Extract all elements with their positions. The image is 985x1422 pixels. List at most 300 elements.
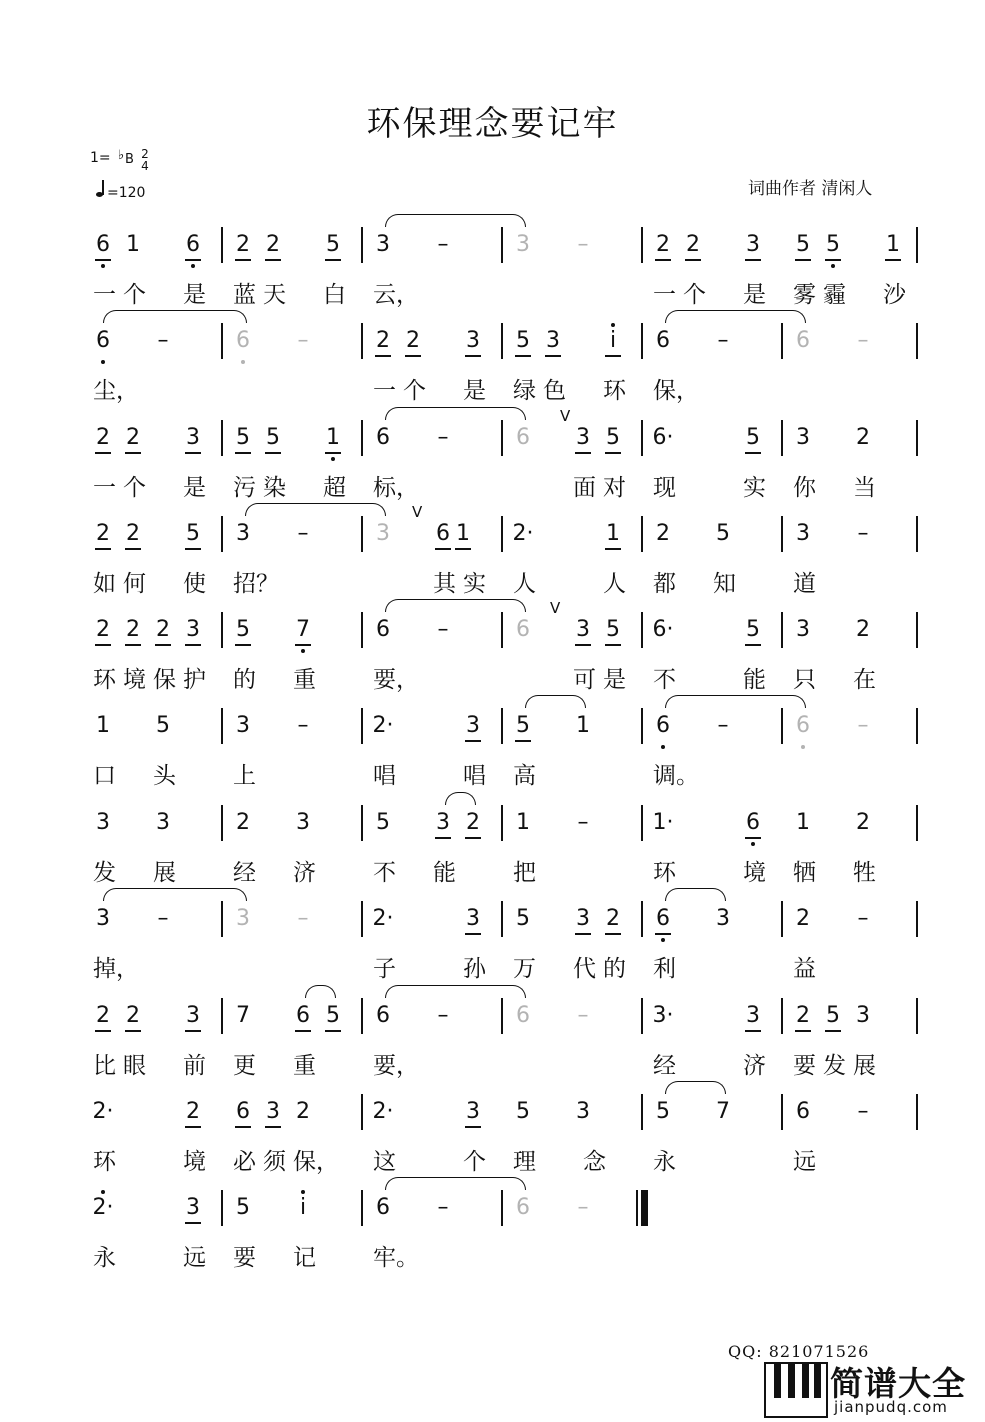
note: 2 [296, 1099, 310, 1124]
note: 2 [92, 617, 114, 643]
barline [916, 708, 918, 744]
lyric-char: 的 [603, 956, 626, 982]
barline [641, 612, 643, 648]
note: – [577, 810, 589, 835]
lyric-char: 保 [153, 667, 176, 693]
score-row [0, 1003, 985, 1103]
lyric-char: 是 [183, 475, 206, 501]
lyric-char: 把 [513, 860, 536, 886]
barline [641, 901, 643, 937]
barline [641, 227, 643, 263]
lyric-char: 唱 [373, 763, 396, 789]
note: 2 [792, 1003, 814, 1029]
tie-arc [525, 695, 586, 708]
note: 3 [462, 713, 484, 739]
lyric-char: 口 [93, 763, 116, 789]
note: 2 [656, 521, 670, 546]
barline [361, 227, 363, 263]
barline [221, 323, 223, 359]
lyric-char: 在 [853, 667, 876, 693]
note: 3 [182, 617, 204, 643]
lyric-char: 你 [793, 475, 816, 501]
note: i [602, 328, 624, 354]
barline [916, 901, 918, 937]
lyric-char: 境 [123, 667, 146, 693]
lyric-char: 唱 [463, 763, 486, 789]
note: 2· [92, 1195, 114, 1220]
barline [916, 998, 918, 1034]
lyric-char: 知 [713, 571, 736, 597]
note: 3 [156, 810, 170, 835]
note: 3 [462, 1099, 484, 1125]
note: 3 [296, 810, 310, 835]
note: 3 [182, 425, 204, 451]
note: 5 [742, 425, 764, 451]
lyric-char: 个 [123, 475, 146, 501]
note: 6 [376, 425, 390, 450]
site-logo [764, 1358, 984, 1418]
note: 3 [742, 1003, 764, 1029]
lyric-char: 保， [293, 1149, 339, 1175]
lyric-char: 永 [653, 1149, 676, 1175]
note: 3 [236, 521, 250, 546]
note: 3 [796, 521, 810, 546]
note: – [437, 425, 449, 450]
flat-icon: ♭ [118, 148, 125, 163]
barline [221, 420, 223, 456]
tie-arc [665, 310, 806, 323]
note: 1 [576, 713, 590, 738]
note: 3 [236, 906, 250, 931]
note: 3 [432, 810, 454, 836]
lyric-char: 发 [823, 1053, 846, 1079]
barline [501, 998, 503, 1034]
note: 2 [856, 617, 870, 642]
note: 6 [792, 713, 814, 739]
note: 6 [182, 232, 204, 258]
note: 5 [742, 617, 764, 643]
lyric-char: 是 [603, 667, 626, 693]
lyric-char: 高 [513, 763, 536, 789]
note: – [857, 328, 869, 353]
note: 5 [376, 810, 390, 835]
lyric-char: 经 [233, 860, 256, 886]
note: 6 [652, 906, 674, 932]
tie-arc [665, 888, 726, 901]
note: – [857, 906, 869, 931]
barline [501, 612, 503, 648]
note: 2 [262, 232, 284, 258]
note: – [297, 713, 309, 738]
note: 2 [92, 521, 114, 547]
lyric-char: 一 [373, 378, 396, 404]
note: 6 [292, 1003, 314, 1029]
tie-arc [385, 214, 526, 227]
lyric-char: 超 [323, 475, 346, 501]
lyric-char: 染 [263, 475, 286, 501]
note: – [717, 328, 729, 353]
lyric-char: 个 [463, 1149, 486, 1175]
lyric-char: 霾 [823, 282, 846, 308]
note: 5 [322, 232, 344, 258]
lyric-char: 理 [513, 1149, 536, 1175]
key-note: B [125, 152, 134, 167]
lyric-char: 污 [233, 475, 256, 501]
tie-arc [103, 888, 247, 901]
note: – [297, 328, 309, 353]
lyric-char: 永 [93, 1245, 116, 1271]
barline [781, 708, 783, 744]
lyric-char: 重 [293, 667, 316, 693]
note: 5 [602, 425, 624, 451]
key-prefix: 1= [90, 150, 111, 166]
lyric-char: 上 [233, 763, 256, 789]
quarter-note-icon [96, 192, 103, 197]
note: 3 [376, 232, 390, 257]
lyric-char: 境 [743, 860, 766, 886]
lyric-char: 人 [513, 571, 536, 597]
lyric-char: 环 [653, 860, 676, 886]
lyric-char: 展 [853, 1053, 876, 1079]
lyric-char: 展 [153, 860, 176, 886]
note: 2 [152, 617, 174, 643]
note: 5 [182, 521, 204, 547]
lyric-char: 当 [853, 475, 876, 501]
barline [501, 708, 503, 744]
lyric-char: 要 [793, 1053, 816, 1079]
note: – [577, 232, 589, 257]
lyric-char: 调。 [653, 763, 699, 789]
lyric-char: 环 [93, 667, 116, 693]
breath-mark-icon: V [560, 407, 571, 425]
lyric-char: 个 [683, 282, 706, 308]
final-barline [636, 1190, 638, 1226]
tie-arc [665, 1081, 726, 1094]
note: – [437, 1003, 449, 1028]
note: 3 [96, 906, 110, 931]
note: 2 [652, 232, 674, 258]
note: – [297, 906, 309, 931]
tie-arc [385, 407, 526, 420]
note: 3· [652, 1003, 674, 1028]
note: 6 [376, 617, 390, 642]
lyric-char: 远 [183, 1245, 206, 1271]
note: 6 [652, 713, 674, 739]
barline [361, 612, 363, 648]
note: 2 [856, 425, 870, 450]
note: – [437, 232, 449, 257]
score-row [0, 1195, 985, 1295]
lyric-char: 个 [403, 378, 426, 404]
note: 6 [92, 232, 114, 258]
note: 2 [92, 1003, 114, 1029]
lyric-char: 要， [373, 667, 419, 693]
barline [361, 1190, 363, 1226]
lyric-char: 现 [653, 475, 676, 501]
barline [501, 1190, 503, 1226]
note: 1 [322, 425, 344, 451]
lyric-char: 比 [93, 1053, 116, 1079]
note: 5 [236, 1195, 250, 1220]
lyric-char: 招？ [233, 571, 279, 597]
note: 3 [262, 1099, 284, 1125]
tempo-marking [96, 185, 145, 201]
lyric-char: 都 [653, 571, 676, 597]
barline [501, 901, 503, 937]
note: 6· [652, 425, 674, 450]
logo-text: 简谱大全 [830, 1364, 966, 1403]
note: 5 [516, 906, 530, 931]
key-signature [90, 147, 149, 173]
barline [361, 805, 363, 841]
note: 2 [122, 521, 144, 547]
lyric-char: 环 [93, 1149, 116, 1175]
note: – [717, 713, 729, 738]
score-row [0, 713, 985, 813]
lyric-char: 一 [93, 282, 116, 308]
lyric-char: 前 [183, 1053, 206, 1079]
lyric-char: 的 [233, 667, 256, 693]
note: 1 [602, 521, 624, 547]
note: 5 [822, 1003, 844, 1029]
barline [641, 805, 643, 841]
note: 6 [92, 328, 114, 354]
note: 3 [516, 232, 530, 257]
lyric-char: 能 [433, 860, 456, 886]
meter-bottom: 4 [141, 159, 149, 173]
note: 5 [512, 328, 534, 354]
note: 2 [122, 425, 144, 451]
barline [916, 420, 918, 456]
score-title: 环保理念要记牢 [366, 104, 619, 144]
tempo-value: =120 [107, 185, 146, 201]
note: 1 [882, 232, 904, 258]
note: 5 [822, 232, 844, 258]
lyric-char: 尘， [93, 378, 139, 404]
barline [361, 323, 363, 359]
lyric-char: 一 [653, 282, 676, 308]
note: – [577, 1003, 589, 1028]
barline [361, 708, 363, 744]
note: 3 [96, 810, 110, 835]
barline [361, 420, 363, 456]
note: 3 [182, 1195, 204, 1221]
note: 2· [512, 521, 534, 546]
note: 6 [796, 1099, 810, 1124]
lyric-char: 云， [373, 282, 419, 308]
logo-url: jianpudq.com [834, 1398, 948, 1416]
lyric-char: 掉， [93, 956, 139, 982]
note: – [437, 617, 449, 642]
note: 6 [376, 1195, 390, 1220]
note: 6 [516, 425, 530, 450]
note: 2 [92, 425, 114, 451]
note: 2 [602, 906, 624, 932]
barline [641, 1094, 643, 1130]
note: 2 [122, 1003, 144, 1029]
time-signature [140, 148, 150, 172]
note: 2 [402, 328, 424, 354]
lyric-char: 牺 [793, 860, 816, 886]
lyric-char: 不 [653, 667, 676, 693]
barline [781, 998, 783, 1034]
barline [361, 516, 363, 552]
note: 5 [262, 425, 284, 451]
lyric-char: 济 [743, 1053, 766, 1079]
lyric-char: 利 [653, 956, 676, 982]
barline [916, 227, 918, 263]
lyric-char: 眼 [123, 1053, 146, 1079]
lyric-char: 牲 [853, 860, 876, 886]
note: 3 [572, 617, 594, 643]
barline [221, 516, 223, 552]
note: 3 [182, 1003, 204, 1029]
lyric-char: 实 [463, 571, 486, 597]
lyric-char: 沙 [883, 282, 906, 308]
lyric-char: 护 [183, 667, 206, 693]
tie-arc [245, 503, 386, 516]
lyric-char: 头 [153, 763, 176, 789]
note: 5 [232, 425, 254, 451]
note: 3 [856, 1003, 870, 1028]
barline [221, 998, 223, 1034]
barline [221, 901, 223, 937]
note: 5 [792, 232, 814, 258]
lyric-char: 不 [373, 860, 396, 886]
tie-arc [103, 310, 247, 323]
note: 1 [96, 713, 110, 738]
lyric-char: 人 [603, 571, 626, 597]
note: 5 [716, 521, 730, 546]
note: – [437, 1195, 449, 1220]
note: 6 [742, 810, 764, 836]
lyric-char: 代 [573, 956, 596, 982]
barline [916, 323, 918, 359]
qq-number: QQ: 821071526 [728, 1342, 870, 1361]
barline [641, 998, 643, 1034]
barline [916, 1094, 918, 1130]
note: 2 [796, 906, 810, 931]
note: 2 [236, 810, 250, 835]
note: 5 [156, 713, 170, 738]
note: 6 [232, 328, 254, 354]
barline [641, 516, 643, 552]
note: 3 [796, 617, 810, 642]
note: 7 [716, 1099, 730, 1124]
lyric-char: 天 [263, 282, 286, 308]
lyric-char: 是 [743, 282, 766, 308]
note: 2· [372, 1099, 394, 1124]
lyric-char: 益 [793, 956, 816, 982]
note: 2· [92, 1099, 114, 1124]
note: 6 [796, 328, 810, 353]
note: 3 [796, 425, 810, 450]
note: 1· [652, 810, 674, 835]
barline [781, 420, 783, 456]
barline [501, 323, 503, 359]
lyric-char: 蓝 [233, 282, 256, 308]
lyric-char: 重 [293, 1053, 316, 1079]
note: 6 [232, 1099, 254, 1125]
note: 7 [236, 1003, 250, 1028]
note: 1 [126, 232, 140, 257]
barline [221, 612, 223, 648]
lyric-char: 要 [233, 1245, 256, 1271]
barline [916, 516, 918, 552]
note: – [157, 328, 169, 353]
barline [501, 516, 503, 552]
barline [501, 227, 503, 263]
note: 3 [572, 425, 594, 451]
lyric-char: 可 [573, 667, 596, 693]
lyric-char: 念 [583, 1149, 606, 1175]
note: 2 [462, 810, 484, 836]
lyric-char: 发 [93, 860, 116, 886]
lyric-char: 一 [93, 475, 116, 501]
note: 3 [462, 328, 484, 354]
lyric-char: 牢。 [373, 1245, 419, 1271]
lyric-char: 对 [603, 475, 626, 501]
note: 6 [516, 617, 530, 642]
note: 3 [236, 713, 250, 738]
barline [916, 612, 918, 648]
lyric-char: 须 [263, 1149, 286, 1175]
note: 6 [432, 521, 454, 547]
note: 5 [656, 1099, 670, 1124]
barline [781, 323, 783, 359]
lyric-char: 必 [233, 1149, 256, 1175]
note: 5 [232, 617, 254, 643]
note: 2· [372, 713, 394, 738]
note: 5 [602, 617, 624, 643]
note: 5 [322, 1003, 344, 1029]
lyric-char: 环 [603, 378, 626, 404]
note: – [157, 906, 169, 931]
barline [916, 805, 918, 841]
lyric-char: 只 [793, 667, 816, 693]
lyric-char: 孙 [463, 956, 486, 982]
lyric-char: 是 [463, 378, 486, 404]
score-row [0, 407, 985, 525]
lyric-char: 远 [793, 1149, 816, 1175]
meter-top: 2 [141, 147, 149, 161]
lyric-char: 经 [653, 1053, 676, 1079]
note: 2 [232, 232, 254, 258]
tie-arc [665, 695, 806, 708]
note: 2 [856, 810, 870, 835]
barline [221, 805, 223, 841]
barline [361, 998, 363, 1034]
lyric-char: 其 [433, 571, 456, 597]
note: i [292, 1195, 314, 1221]
lyric-char: 道 [793, 571, 816, 597]
note: 7 [292, 617, 314, 643]
barline [501, 805, 503, 841]
note: – [857, 521, 869, 546]
lyric-char: 要， [373, 1053, 419, 1079]
barline [361, 901, 363, 937]
tie-arc [385, 599, 526, 612]
lyric-char: 标， [373, 475, 419, 501]
note: 3 [462, 906, 484, 932]
barline [221, 708, 223, 744]
note: 3 [572, 906, 594, 932]
note: 1 [516, 810, 530, 835]
lyric-char: 色 [543, 378, 566, 404]
barline [221, 227, 223, 263]
barline [641, 708, 643, 744]
note: 3 [716, 906, 730, 931]
